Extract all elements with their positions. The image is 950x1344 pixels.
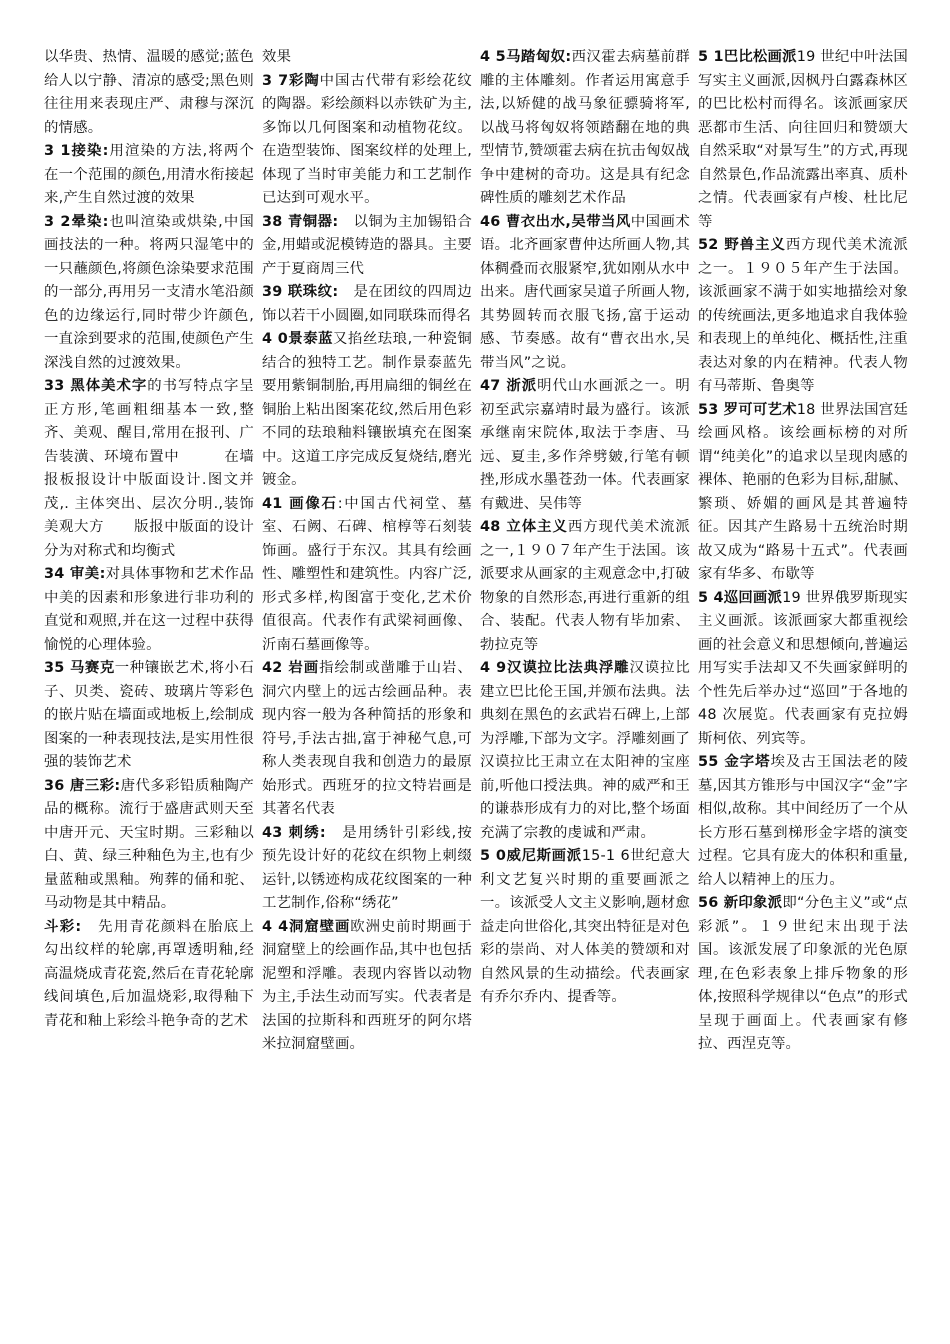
- glossary-entry: [698, 46, 908, 234]
- entry-text: 中国画术语。北齐画家曹仲达所画人物,其体稠叠而衣服紧窄,犹如刚从水中出来。唐代画家吴道子所画人物,其势圆转而衣服飞扬,富于运动感、节奏感。故有“曹衣出水,吴带当风”之说。: [480, 213, 690, 371]
- glossary-entry: [44, 375, 254, 563]
- entry-term: 4 4洞窟壁画: [262, 918, 351, 935]
- entry-text: 效果: [262, 49, 292, 65]
- entry-term: 3 2晕染:: [44, 213, 109, 230]
- entry-text: 18 世界法国宫廷绘画风格。该绘画标榜的对所谓“纯美化”的追求以呈现肉感的裸体、艳丽的色彩为目标,甜腻、繁琐、娇媚的画风是其普遍特征。因其产生路易十五统治时期故又成为“路易十五式”。代表画家有华多、布歇等: [698, 401, 908, 582]
- glossary-entry: [698, 234, 908, 399]
- entry-text: 是用绣针引彩线,按预先设计好的花纹在织物上刺缀运针,以锈迹构成花纹图案的一种工艺制作,俗称“绣花”: [262, 824, 472, 911]
- entry-term: 56 新印象派: [698, 895, 783, 911]
- glossary-entry: [262, 281, 472, 328]
- entry-term: 4 5马踏匈奴:: [480, 49, 572, 65]
- glossary-entry: [698, 399, 908, 587]
- glossary-entry: [44, 211, 254, 376]
- column-1: [44, 46, 254, 1296]
- entry-term: 33 黑体美术字: [44, 378, 148, 394]
- entry-text: 西方现代美术流派之一,１９０７年产生于法国。该派要求从画家的主观意念中,打破物象的自然形态,再进行重新的组合、装配。代表人物有毕加索、勃拉克等: [480, 519, 690, 653]
- entry-term: 36 唐三彩:: [44, 777, 121, 794]
- entry-term: 5 1巴比松画派: [698, 49, 797, 65]
- document-page: [44, 46, 912, 1296]
- entry-term: 47 浙派: [480, 378, 538, 394]
- entry-text: 的书写特点字呈正方形,笔画粗细基本一致,整齐、美观、醒目,常用在报刊、广告装潢、环境布置中 在墙报板报设计中版面设计.图文并茂,. 主体突出、层次分明.,装饰美观大方 版报中版面的设计分为对称式和均衡式: [44, 378, 254, 559]
- entry-term: 4 9汉谟拉比法典浮雕: [480, 660, 630, 676]
- entry-term: 3 1接染:: [44, 143, 109, 159]
- entry-text: 一种镶嵌艺术,将小石子、贝类、瓷砖、玻璃片等彩色的嵌片贴在墙面或地板上,绘制成图案的一种表现技法,是实用性很强的装饰艺术: [44, 660, 254, 770]
- glossary-entry: [44, 46, 254, 140]
- glossary-entry: [698, 587, 908, 752]
- glossary-entry: [262, 70, 472, 211]
- glossary-entry: [44, 563, 254, 657]
- entry-term: 34 审美:: [44, 566, 106, 582]
- glossary-entry: [262, 493, 472, 658]
- entry-term: 斗彩:: [44, 918, 82, 935]
- entry-term: 55 金字塔: [698, 754, 771, 770]
- glossary-entry: [698, 892, 908, 1057]
- glossary-entry: [262, 211, 472, 282]
- entry-term: 42 岩画: [262, 660, 320, 676]
- column-4: [698, 46, 908, 1296]
- glossary-entry: [262, 822, 472, 916]
- entry-term: 38 青铜器:: [262, 213, 339, 230]
- glossary-entry: [44, 657, 254, 775]
- entry-text: 15-1 6世纪意大利文艺复兴时期的重要画派之一。该派受人文主义影响,题材愈益走向世俗化,其突出特征是对色彩的崇尚、对人体美的赞颂和对自然风景的生动描绘。代表画家有乔尔乔内、提香等。: [480, 848, 690, 1005]
- entry-term: 5 4巡回画派: [698, 589, 783, 606]
- entry-text: 汉谟拉比建立巴比伦王国,并颁布法典。法典刻在黑色的玄武岩石碑上,上部为浮雕,下部为文字。浮雕刻画了汉谟拉比王肃立在太阳神的宝座前,听他口授法典。神的威严和王的谦恭形成有力的对比,整个场面充满了宗教的虔诚和严肃。: [480, 660, 690, 841]
- entry-term: 39 联珠纹:: [262, 284, 339, 300]
- entry-text: 明代山水画派之一。明初至武宗嘉靖时最为盛行。该派承继南宋院体,取法于李唐、马远、夏圭,多作斧劈皴,行笔有顿挫,形成水墨苍劲一体。代表画家有戴进、吴伟等: [480, 378, 690, 512]
- entry-text: 即“分色主义”或“点彩派”。１９世纪末出现于法国。该派发展了印象派的光色原理,在色彩表象上排斥物象的形体,按照科学规律以“色点”的形式呈现于画面上。代表画家有修拉、西涅克等。: [698, 895, 908, 1052]
- entry-term: 35 马赛克: [44, 660, 115, 676]
- glossary-entry: [262, 916, 472, 1057]
- entry-text: 用渲染的方法,将两个在一个范围的颜色,用清水衔接起来,产生自然过渡的效果: [44, 143, 254, 206]
- entry-text: 西汉霍去病墓前群雕的主体雕刻。作者运用寓意手法,以矫健的战马象征骠骑将军,以战马将匈奴将领踏翻在地的典型情节,赞颂霍去病在抗击匈奴战争中建树的奇功。这是具有纪念碑性质的雕刻艺术作品: [480, 49, 690, 206]
- glossary-entry: [262, 657, 472, 822]
- glossary-entry: [262, 46, 472, 70]
- entry-term: 3 7彩陶: [262, 72, 320, 89]
- glossary-entry: [480, 845, 690, 1010]
- glossary-entry: [262, 328, 472, 493]
- entry-term: 52 野兽主义: [698, 237, 786, 253]
- glossary-entry: [44, 775, 254, 916]
- entry-text: 唐代多彩铅质釉陶产品的概称。流行于盛唐武则天至中唐开元、天宝时期。三彩釉以白、黄、绿三种釉色为主,也有少量蓝釉或黑釉。殉葬的俑和驼、马动物是其中精品。: [44, 777, 254, 911]
- glossary-entry: [480, 657, 690, 845]
- entry-text: 埃及古王国法老的陵墓,因其方锥形与中国汉字“金”字相似,故称。其中间经历了一个从长方形石墓到梯形金字塔的演变过程。它具有庞大的体积和重量,给人以精神上的压力。: [698, 754, 908, 888]
- entry-term: 53 罗可可艺术: [698, 401, 797, 418]
- entry-text: 先用青花颜料在胎底上勾出纹样的轮廓,再罩透明釉,经高温烧成青花瓷,然后在青花轮廓线间填色,后加温烧彩,取得釉下青花和釉上彩绘斗艳争奇的艺术: [44, 918, 254, 1029]
- entry-term: 43 刺绣:: [262, 824, 326, 841]
- entry-text: 对具体事物和艺术作品中美的因素和形象进行非功利的直觉和观照,并在这一过程中获得愉悦的心理体验。: [44, 566, 254, 653]
- entry-text: 又掐丝珐琅,一种瓷铜结合的独特工艺。制作景泰蓝先要用紫铜制胎,再用扁细的铜丝在铜胎上粘出图案花纹,然后用色彩不同的珐琅釉料镶嵌填充在图案中。这道工序完成反复烧结,磨光镀金。: [262, 331, 472, 488]
- entry-term: 48 立体主义: [480, 519, 568, 535]
- entry-term: 46 曹衣出水,吴带当风: [480, 213, 631, 230]
- entry-term: 41 画像石: [262, 495, 338, 512]
- glossary-entry: [480, 46, 690, 211]
- column-3: [480, 46, 690, 1296]
- glossary-entry: [698, 751, 908, 892]
- entry-text: 也叫渲染或烘染,中国画技法的一种。将两只湿笔中的一只蘸颜色,将颜色涂染要求范围的一部分,再用另一支清水笔沿颜色的边缘运行,同时带少许颜色,一直涂到要求的范围,使颜色产生深浅自然的过渡效果。: [44, 213, 254, 371]
- entry-text: 19 世界俄罗斯现实主义画派。该派画家大都重视绘画的社会意义和思想倾向,普遍运用写实手法却又不失画家鲜明的个性先后举办过“巡回”于各地的 48 次展览。代表画家有克拉姆斯柯依、列宾等。: [698, 589, 908, 747]
- entry-text: 指绘制或凿雕于山岩、洞穴内壁上的远古绘画品种。表现内容一般为各种简括的形象和符号,手法古拙,富于神秘气息,可称人类表现自我和创造力的最原始形式。西班牙的拉文特岩画是其著名代表: [262, 660, 472, 817]
- glossary-entry: [480, 516, 690, 657]
- entry-term: 4 0景泰蓝: [262, 331, 334, 347]
- entry-text: 西方现代美术流派之一。１９０５年产生于法国。该派画家不满于如实地描绘对象的传统画法,更多地追求自我体验和表现上的单纯化、概括性,注重表达对象的内在精神。代表人物有马蒂斯、鲁奥等: [698, 237, 908, 394]
- column-2: [262, 46, 472, 1296]
- glossary-entry: [480, 211, 690, 376]
- entry-text: 以华贵、热情、温暖的感觉;蓝色给人以宁静、清凉的感受;黑色则往往用来表现庄严、肃穆与深沉的情感。: [44, 49, 254, 136]
- entry-text: :中国古代祠堂、墓室、石阙、石碑、棺椁等石刻装饰画。盛行于东汉。其具有绘画性、雕塑性和建筑性。内容广泛,形式多样,构图富于变化,艺术价值很高。代表作有武梁祠画像、沂南石墓画像等。: [262, 495, 472, 653]
- entry-text: 19 世纪中叶法国写实主义画派,因枫丹白露森林区的巴比松村而得名。该派画家厌恶都市生活、向往回归和赞颂大自然采取“对景写生”的方式,再现自然景色,作品流露出率真、质朴之情。代表画家有卢梭、杜比尼等: [698, 49, 908, 230]
- glossary-entry: [480, 375, 690, 516]
- glossary-entry: [44, 140, 254, 211]
- entry-text: 欧洲史前时期画于洞窟壁上的绘画作品,其中也包括泥塑和浮雕。表现内容皆以动物为主,手法生动而写实。代表者是法国的拉斯科和西班牙的阿尔塔米拉洞窟壁画。: [262, 918, 472, 1052]
- entry-text: 是在团纹的四周边饰以若干小圆圈,如同联珠而得名: [262, 284, 472, 324]
- glossary-entry: [44, 916, 254, 1034]
- entry-text: 以铜为主加锡铅合金,用蜡或泥模铸造的器具。主要产于夏商周三代: [262, 213, 472, 277]
- entry-text: 中国古代带有彩绘花纹的陶器。彩绘颜料以赤铁矿为主,多饰以几何图案和动植物花纹。在造型装饰、图案纹样的处理上,体现了当时审美能力和工艺制作已达到可观水平。: [262, 72, 472, 206]
- entry-term: 5 0威尼斯画派: [480, 848, 582, 864]
